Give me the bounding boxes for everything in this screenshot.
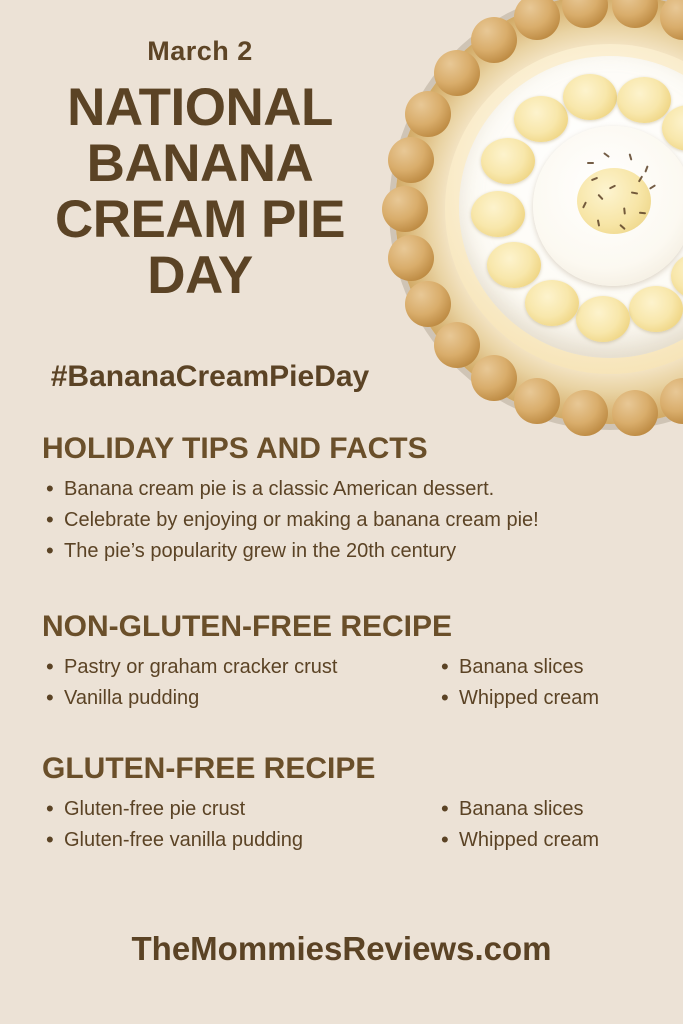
crust-scallop (562, 0, 608, 28)
crust-scallop (562, 390, 608, 436)
crust-scallop (612, 0, 658, 28)
date-label: March 2 (147, 36, 253, 66)
non-gluten-free-column-a (42, 652, 437, 714)
list-item: • Banana cream pie is a classic American dessert. (42, 474, 650, 505)
crust-scallop (434, 322, 480, 368)
list-item: • Whipped cream (437, 683, 647, 714)
crust-scallop (434, 50, 480, 96)
page-title (0, 80, 400, 304)
list-item: • Banana slices (437, 652, 647, 683)
crust-scallop (405, 91, 451, 137)
chocolate-shaving (587, 162, 594, 164)
list-item: • Gluten-free pie crust (42, 794, 437, 825)
crust-scallop (660, 0, 683, 40)
hashtag-label: #BananaCreamPieDay (50, 360, 370, 393)
list-item: • Banana slices (437, 794, 647, 825)
section-gluten-free-recipe (42, 752, 650, 856)
banana-slice (487, 242, 541, 288)
crust-scallop (405, 281, 451, 327)
section-heading-non-gluten-free: NON-GLUTEN-FREE RECIPE (42, 610, 453, 643)
list-item: • The pie’s popularity grew in the 20th century (42, 536, 650, 567)
gluten-free-ingredients (42, 794, 650, 856)
crust-scallop (660, 378, 683, 424)
banana-slice (514, 96, 568, 142)
crust-scallop (471, 355, 517, 401)
section-non-gluten-free-recipe (42, 610, 650, 714)
crust-scallop (514, 378, 560, 424)
crust-scallop (514, 0, 560, 40)
banana-slice (471, 191, 525, 237)
crust-scallop (471, 17, 517, 63)
banana-slice (525, 280, 579, 326)
list-item: • Pastry or graham cracker crust (42, 652, 437, 683)
list-item: • Celebrate by enjoying or making a banana cream pie! (42, 505, 650, 536)
non-gluten-free-ingredients (42, 652, 650, 714)
gluten-free-column-b (437, 794, 647, 856)
banana-slice (617, 77, 671, 123)
banana-slice (629, 286, 683, 332)
banana-slice (576, 296, 630, 342)
list-item: • Gluten-free vanilla pudding (42, 825, 437, 856)
title-line-3: CREAM PIE (55, 190, 345, 249)
website-credit: TheMommiesReviews.com (131, 930, 552, 967)
section-heading-tips: HOLIDAY TIPS AND FACTS (42, 432, 428, 465)
list-item: • Whipped cream (437, 825, 647, 856)
crust-scallop (612, 390, 658, 436)
section-heading-gluten-free: GLUTEN-FREE RECIPE (42, 752, 376, 785)
list-item: • Vanilla pudding (42, 683, 437, 714)
tips-list (42, 474, 650, 567)
banana-slice (563, 74, 617, 120)
banana-cream-pie-image (381, 0, 683, 436)
banana-slice (481, 138, 535, 184)
gluten-free-column-a (42, 794, 437, 856)
title-line-4: DAY (147, 246, 253, 305)
title-line-1: NATIONAL (67, 78, 333, 137)
title-line-2: BANANA (86, 134, 314, 193)
section-holiday-tips (42, 432, 650, 567)
non-gluten-free-column-b (437, 652, 647, 714)
